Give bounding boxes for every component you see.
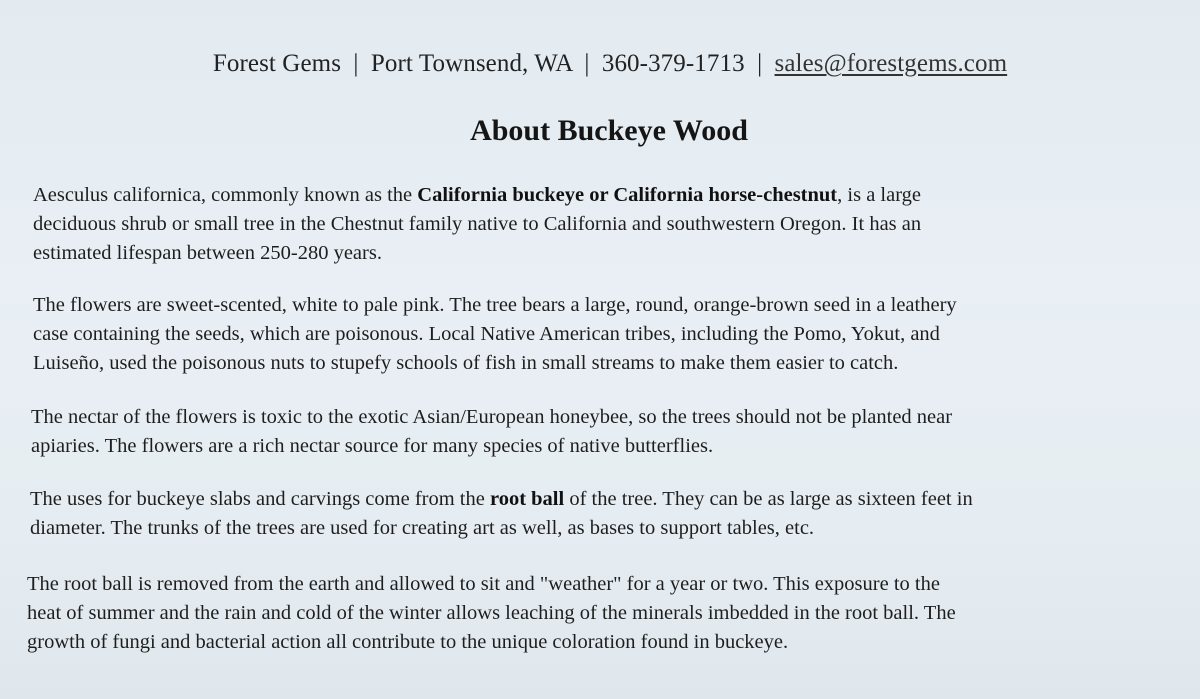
paragraph-line: The flowers are sweet-scented, white to pale pink. The tree bears a large, round, orange-brown seed in a leathery <box>33 294 957 316</box>
contact-header <box>0 50 1200 78</box>
paragraph-line <box>33 181 1183 210</box>
text-segment: of the tree. They can be as large as sixteen feet in <box>564 488 973 510</box>
page-title: About Buckeye Wood <box>470 114 748 147</box>
paragraph-line: Luiseño, used the poisonous nuts to stupefy schools of fish in small streams to make them easier to catch. <box>33 352 899 374</box>
paragraph-description <box>33 181 1183 268</box>
separator: | <box>353 50 359 77</box>
text-segment: Aesculus californica, commonly known as the <box>33 184 418 206</box>
phone-number: 360-379-1713 <box>601 50 745 77</box>
paragraph-line: The root ball is removed from the earth and allowed to sit and "weather" for a year or two. This exposure to the <box>27 573 940 595</box>
text-segment: The uses for buckeye slabs and carvings come from the <box>30 488 490 510</box>
company-name: Forest Gems <box>212 50 342 77</box>
paragraph-line: case containing the seeds, which are poisonous. Local Native American tribes, including the Pomo, Yokut, and <box>33 323 940 345</box>
paragraph-uses <box>30 485 1195 543</box>
paragraph-nectar <box>31 403 1181 461</box>
paragraph-line: growth of fungi and bacterial action all contribute to the unique coloration found in buckeye. <box>27 631 789 653</box>
paragraph-line: The nectar of the flowers is toxic to the exotic Asian/European honeybee, so the trees should not be planted near <box>31 406 953 428</box>
paragraph-line: heat of summer and the rain and cold of the winter allows leaching of the minerals imbedded in the root ball. The <box>27 602 956 624</box>
paragraph-weathering <box>27 570 1197 657</box>
paragraph-line: diameter. The trunks of the trees are used for creating art as well, as bases to support tables, etc. <box>30 517 815 539</box>
separator: | <box>584 50 590 77</box>
paragraph-line: apiaries. The flowers are a rich nectar source for many species of native butterflies. <box>31 435 714 457</box>
separator: | <box>757 50 763 77</box>
email-link[interactable]: sales@forestgems.com <box>774 50 1008 77</box>
paragraph-line: estimated lifespan between 250-280 years. <box>33 242 382 264</box>
bold-text: California buckeye or California horse-chestnut <box>417 184 838 206</box>
paragraph-line <box>30 485 1195 514</box>
paragraph-flowers-seeds <box>33 291 1183 378</box>
text-segment: , is a large <box>837 184 922 206</box>
location: Port Townsend, WA <box>370 50 573 77</box>
bold-text: root ball <box>489 488 565 510</box>
paragraph-line: deciduous shrub or small tree in the Chestnut family native to California and southwestern Oregon. It has an <box>33 213 922 235</box>
